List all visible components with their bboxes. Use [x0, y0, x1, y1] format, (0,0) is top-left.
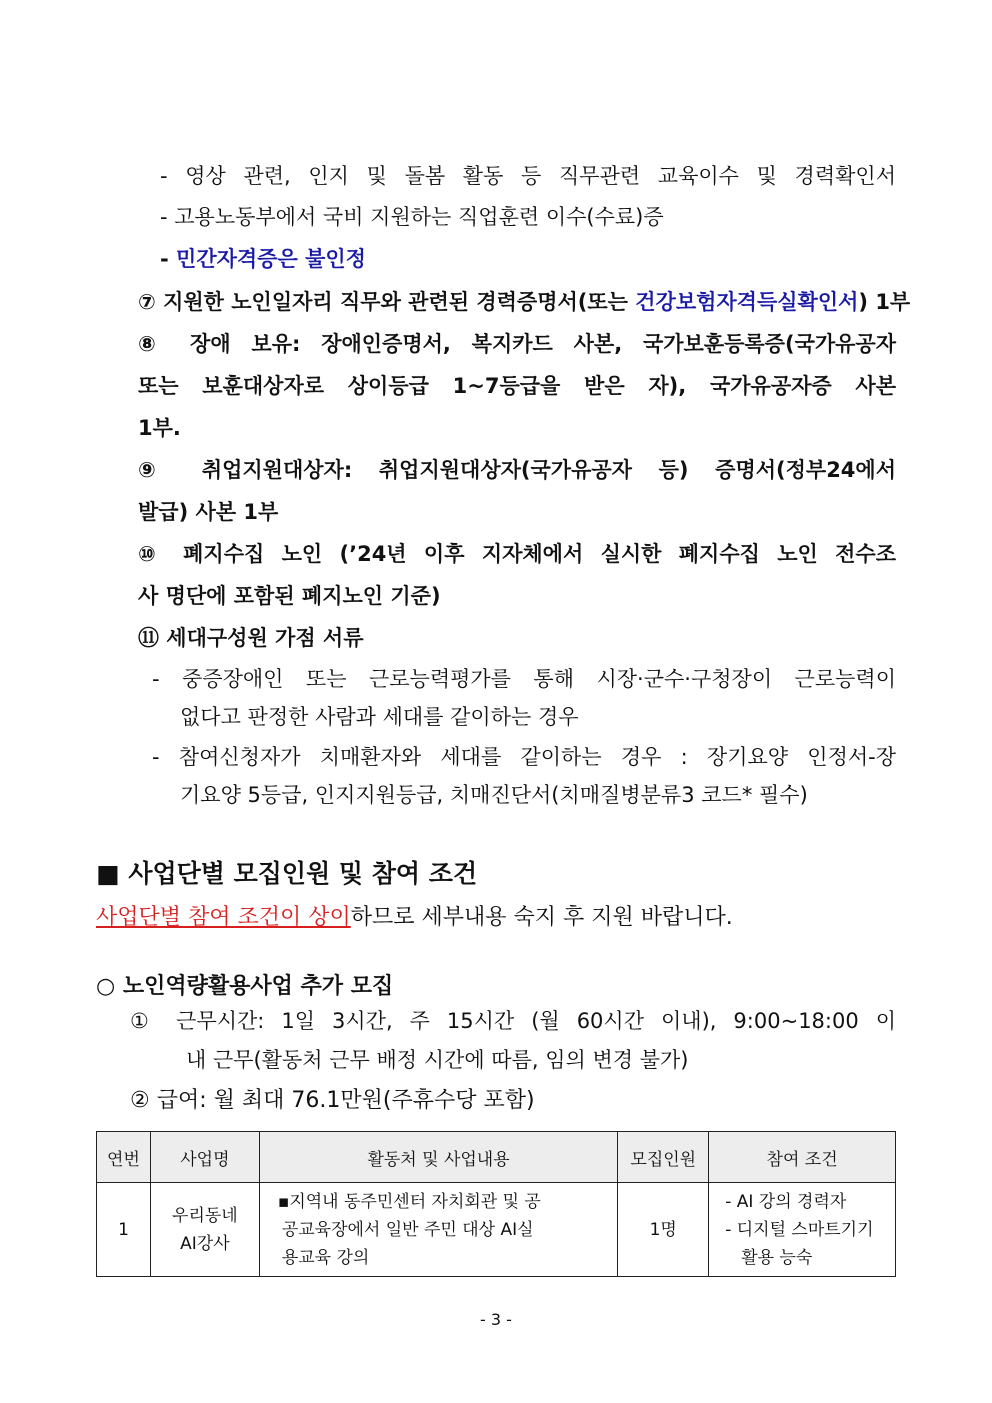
cell-name: 우리동네 AI강사 [150, 1183, 259, 1277]
item-8-line2: 또는 보훈대상자로 상이등급 1~7등급을 받은 자), 국가유공자증 사본 [138, 374, 896, 398]
header-name: 사업명 [150, 1132, 259, 1183]
cell-count: 1명 [618, 1183, 709, 1277]
table-header-row [97, 1132, 896, 1183]
header-no: 연번 [97, 1132, 151, 1183]
item-8-line1: ⑧ 장애 보유: 장애인증명서, 복지카드 사본, 국가보훈등록증(국가유공자 [138, 332, 896, 356]
item-11-sub1-line2: 없다고 판정한 사람과 세대를 같이하는 경우 [180, 705, 579, 729]
section-note: 사업단별 참여 조건이 상이하므로 세부내용 숙지 후 지원 바랍니다. [96, 905, 733, 930]
table-row [97, 1183, 896, 1277]
item-11-sub2-line1: - 참여신청자가 치매환자와 세대를 같이하는 경우 : 장기요양 인정서-장 [152, 745, 896, 769]
line-training-cert: - 고용노동부에서 국비 지원하는 직업훈련 이수(수료)증 [160, 205, 664, 229]
item-11: ⑪ 세대구성원 가점 서류 [138, 626, 364, 650]
work-hours-line1: ① 근무시간: 1일 3시간, 주 15시간 (월 60시간 이내), 9:00~18:00 이 [130, 1009, 896, 1033]
header-count: 모집인원 [618, 1132, 709, 1183]
line-private-cert: - 민간자격증은 불인정 [160, 247, 366, 271]
item-7: ⑦ 지원한 노인일자리 직무와 관련된 경력증명서(또는 건강보험자격득실확인서) 1부 [138, 290, 911, 314]
item-9-line2: 발급) 사본 1부 [138, 500, 279, 524]
item-9-line1: ⑨ 취업지원대상자: 취업지원대상자(국가유공자 등) 증명서(정부24에서 [138, 458, 896, 482]
work-hours-line2: 내 근무(활동처 근무 배정 시간에 따름, 임의 변경 불가) [186, 1048, 689, 1072]
subsection-title: ○ 노인역량활용사업 추가 모집 [96, 974, 394, 999]
cell-no: 1 [97, 1183, 151, 1277]
salary-line: ② 급여: 월 최대 76.1만원(주휴수당 포함) [130, 1088, 535, 1113]
page-number: - 3 - [480, 1310, 512, 1329]
recruit-table [96, 1131, 896, 1277]
item-10-line2: 사 명단에 포함된 폐지노인 기준) [138, 584, 441, 608]
section-title: ■ 사업단별 모집인원 및 참여 조건 [96, 859, 478, 888]
header-content: 활동처 및 사업내용 [259, 1132, 617, 1183]
item-11-sub2-line2: 기요양 5등급, 인지지원등급, 치매진단서(치매질병분류3 코드* 필수) [180, 783, 808, 807]
item-8-line3: 1부. [138, 416, 181, 440]
item-11-sub1-line1: - 중증장애인 또는 근로능력평가를 통해 시장·군수·구청장이 근로능력이 [152, 667, 896, 691]
header-conditions: 참여 조건 [709, 1132, 896, 1183]
item-10-line1: ⑩ 폐지수집 노인 (’24년 이후 지자체에서 실시한 폐지수집 노인 전수조 [138, 542, 896, 566]
line-career-cert: - 영상 관련, 인지 및 돌봄 활동 등 직무관련 교육이수 및 경력확인서 [160, 164, 896, 188]
cell-content: ▪지역내 동주민센터 자치회관 및 공 공교육장에서 일반 주민 대상 AI실 용교육 강의 [259, 1183, 617, 1277]
cell-conditions: - AI 강의 경력자 - 디지털 스마트기기 활용 능숙 [709, 1183, 896, 1277]
